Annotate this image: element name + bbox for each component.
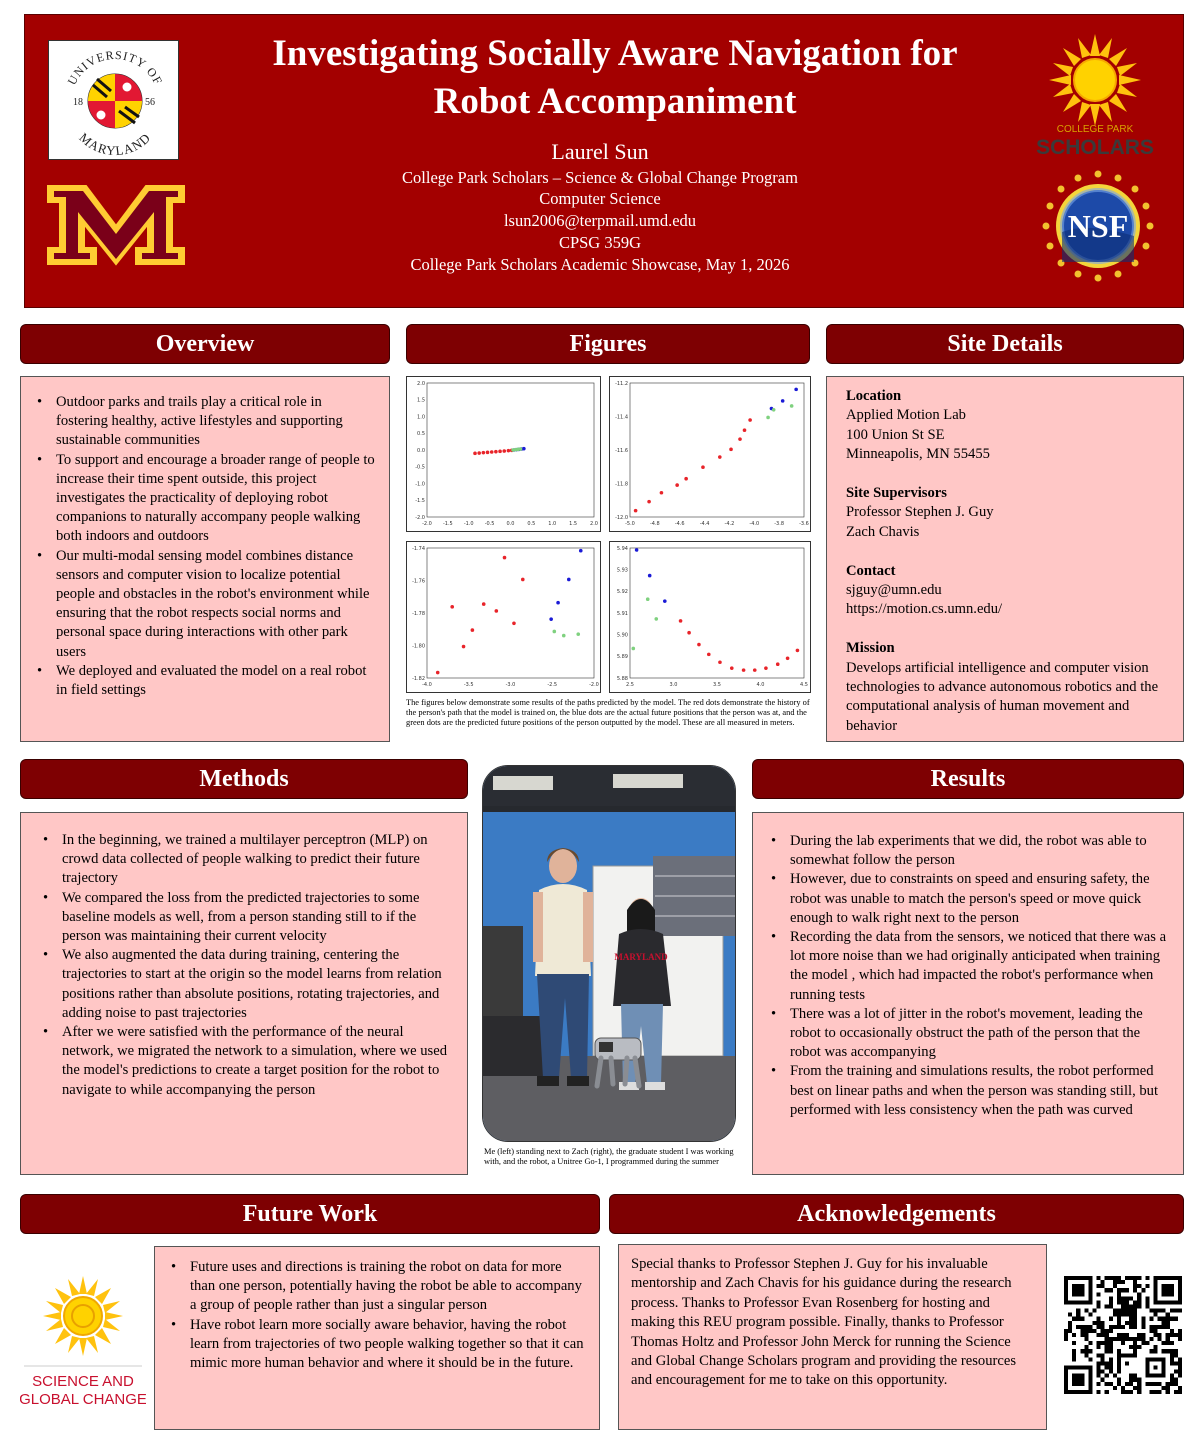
actual-point — [567, 578, 571, 582]
mission-label: Mission — [846, 640, 895, 657]
x-tick-label: -3.0 — [505, 682, 516, 688]
history-point — [729, 448, 733, 452]
showcase-line: College Park Scholars Academic Showcase, May 1, 2026 — [410, 255, 790, 274]
overview-heading: Overview — [20, 324, 390, 364]
future-work-box — [154, 1246, 600, 1430]
svg-text:MARYLAND — [76, 130, 153, 159]
x-tick-label: -2.0 — [422, 521, 432, 527]
x-tick-label: -4.0 — [749, 521, 760, 527]
program-line: College Park Scholars – Science & Global Change Program — [402, 168, 798, 187]
y-tick-label: -1.5 — [415, 498, 425, 505]
y-tick-label: 5.94 — [616, 545, 628, 552]
history-point — [701, 465, 705, 469]
methods-heading: Methods — [20, 759, 468, 799]
x-tick-label: 1.0 — [548, 521, 557, 527]
y-tick-label: -1.0 — [415, 481, 425, 488]
trajectory-plot-4 — [609, 541, 811, 693]
x-tick-label: 0.5 — [527, 521, 536, 527]
history-point — [473, 452, 477, 456]
y-tick-label: 5.90 — [616, 632, 628, 639]
y-tick-label: -1.82 — [412, 675, 425, 682]
department-line: Computer Science — [539, 189, 661, 208]
course-line: CPSG 359G — [558, 233, 642, 252]
contact-website: https://motion.cs.umn.edu/ — [846, 601, 1003, 618]
history-point — [521, 578, 525, 582]
actual-point — [549, 617, 553, 621]
history-point — [471, 628, 475, 632]
history-point — [786, 657, 790, 661]
list-item: • To support and encourage a broader range of people to increase their time spent outside, this project investigates the practicality of deploying robot companions to naturally accompany people walking both indoors and outdoors — [35, 451, 377, 547]
x-tick-label: -2.5 — [547, 682, 558, 688]
y-tick-label: 0.0 — [417, 447, 425, 454]
history-point — [507, 449, 511, 453]
cps-logo-line2: SCHOLARS — [1036, 136, 1154, 159]
history-point — [436, 671, 440, 675]
acknowledgements-box — [618, 1244, 1047, 1430]
poster-title-line2: Robot Accompaniment — [433, 81, 797, 122]
x-tick-label: 2.0 — [590, 521, 598, 527]
actual-point — [635, 548, 639, 552]
cps-logo-line1: COLLEGE PARK — [1056, 124, 1134, 135]
y-tick-label: -1.74 — [412, 545, 425, 552]
supervisor-name: Professor Stephen J. Guy — [846, 504, 994, 521]
actual-point — [663, 599, 667, 603]
list-item: • In the beginning, we trained a multilayer perceptron (MLP) on crowd data collected of people walking to predict their future trajectory — [41, 831, 453, 889]
predicted-point — [654, 617, 658, 621]
predicted-point — [646, 597, 650, 601]
future-work-list — [169, 1258, 587, 1373]
plot-frame — [427, 548, 594, 678]
x-tick-label: 2.5 — [626, 682, 634, 688]
location-line: Applied Motion Lab — [846, 407, 966, 424]
acknowledgements-heading: Acknowledgements — [609, 1194, 1184, 1234]
plot-frame — [630, 383, 804, 517]
x-tick-label: 1.5 — [569, 521, 578, 527]
y-tick-label: 5.89 — [616, 654, 628, 661]
history-point — [764, 666, 768, 670]
y-tick-label: -1.80 — [412, 643, 425, 650]
acknowledgements-text: Special thanks to Professor Stephen J. Guy for his invaluable mentorship and Zach Chavis for his guidance during the research process. Thanks to Professor Evan Rosenberg for hosting and making this REU program possible. Finally, thanks to Professor Thomas Holtz and Professor John Merck for running the Science and Global Change Scholars program and providing the resources and encouragement for me to take on this opportunity. — [631, 1256, 1017, 1389]
history-point — [512, 621, 516, 625]
x-tick-label: -4.4 — [699, 521, 710, 527]
x-tick-label: -0.5 — [484, 521, 495, 527]
x-tick-label: 0.0 — [506, 521, 515, 527]
supervisors-label: Site Supervisors — [846, 485, 947, 502]
x-tick-label: 4.0 — [756, 682, 765, 688]
trajectory-plot-3 — [406, 541, 601, 693]
list-item: • There was a lot of jitter in the robot's movement, leading the robot to occasionally obstruct the path of the person that the robot was accompanying — [769, 1005, 1169, 1063]
plot-frame — [630, 548, 804, 678]
predicted-point — [552, 630, 556, 634]
y-tick-label: -11.4 — [615, 414, 628, 421]
science-global-change-logo — [20, 1274, 146, 1414]
umd-seal-logo — [48, 40, 179, 160]
umd-logo-top-text: UNIVERSITY OF — [64, 47, 166, 88]
nsf-logo — [1042, 170, 1154, 282]
predicted-point — [766, 416, 770, 420]
history-point — [684, 477, 688, 481]
y-tick-label: -2.0 — [415, 514, 425, 521]
location-line: 100 Union St SE — [846, 426, 945, 443]
predicted-point — [576, 632, 580, 636]
history-point — [503, 556, 507, 560]
y-tick-label: -1.76 — [412, 578, 425, 585]
history-point — [482, 451, 486, 455]
history-point — [450, 605, 454, 609]
poster-title-line1: Investigating Socially Aware Navigation for — [272, 33, 958, 74]
future-work-heading: Future Work — [20, 1194, 600, 1234]
contact-email: sjguy@umn.edu — [846, 582, 942, 599]
umd-logo-bottom-text: MARYLAND — [76, 129, 154, 159]
x-tick-label: 3.5 — [713, 682, 721, 688]
actual-point — [522, 447, 526, 451]
figures-caption: The figures below demonstrate some results of the paths predicted by the model. The red dots demonstrate the history of the person's path that the model is trained on, the blue dots are the actual future positions that the person was at, and the green dots are the predicted future positions of the person outputted by the model. These are all measured in meters. — [406, 698, 810, 728]
methods-list — [41, 831, 453, 1100]
list-item: • After we were satisfied with the performance of the neural network, we migrated the network to a simulation, where we used the model's predictions to create a target position for the robot to navigate to while accompanying the person — [41, 1023, 453, 1100]
actual-point — [579, 549, 583, 553]
history-point — [486, 451, 490, 455]
trajectory-plot-1 — [406, 376, 601, 532]
history-point — [498, 450, 502, 454]
actual-point — [781, 399, 785, 403]
list-item: • We deployed and evaluated the model on a real robot in field settings — [35, 662, 377, 700]
sgc-logo-line1: SCIENCE AND — [32, 1373, 134, 1390]
list-item: • Future uses and directions is training the robot on data for more than one person, potentially having the robot be able to accompany a group of people rather than just a singular person — [169, 1258, 587, 1316]
history-point — [679, 619, 683, 623]
history-point — [697, 643, 701, 647]
x-tick-label: 4.5 — [800, 682, 808, 688]
qr-code[interactable] — [1064, 1276, 1182, 1394]
location-label: Location — [846, 388, 902, 404]
history-point — [748, 418, 752, 422]
predicted-point — [631, 647, 635, 651]
history-point — [707, 653, 711, 657]
mission-text: Develops artificial intelligence and computer vision technologies to advance autonomous robotics and the computational analysis of human movement and behavior — [846, 659, 1159, 734]
actual-point — [794, 388, 798, 392]
y-tick-label: -11.2 — [615, 380, 628, 387]
history-point — [753, 668, 757, 672]
author-name: Laurel Sun — [551, 139, 649, 164]
x-tick-label: -3.8 — [774, 521, 785, 527]
predicted-point — [790, 404, 794, 408]
x-tick-label: -3.6 — [799, 521, 809, 527]
contact-label: Contact — [846, 562, 896, 579]
list-item: • We compared the loss from the predicted trajectories to some baseline models as well, from a person standing still to if the person was maintaining their current velocity — [41, 889, 453, 947]
lab-photo — [482, 765, 736, 1142]
y-tick-label: 5.92 — [616, 589, 628, 596]
list-item: • During the lab experiments that we did, the robot was able to somewhat follow the person — [769, 832, 1169, 870]
history-point — [742, 668, 746, 672]
sgc-logo-line2: GLOBAL CHANGE — [20, 1391, 146, 1408]
plot-4-svg — [610, 542, 810, 692]
location-line: Minneapolis, MN 55455 — [846, 446, 990, 463]
x-tick-label: -4.6 — [674, 521, 685, 527]
umd-logo-year-left: 18 — [73, 97, 83, 108]
history-point — [482, 602, 486, 606]
predicted-point — [562, 634, 566, 638]
history-point — [675, 483, 679, 487]
history-point — [660, 491, 664, 495]
actual-point — [556, 601, 560, 605]
predicted-point — [772, 408, 776, 412]
site-details-box — [826, 376, 1184, 742]
nsf-logo-text: NSF — [1067, 208, 1129, 244]
shirt-text: MARYLAND — [614, 952, 668, 962]
history-point — [687, 631, 691, 635]
y-tick-label: -1.78 — [412, 610, 425, 617]
email-line: lsun2006@terpmail.umd.edu — [503, 211, 697, 230]
y-tick-label: 1.5 — [417, 397, 425, 404]
methods-box — [20, 812, 468, 1175]
figures-heading: Figures — [406, 324, 810, 364]
results-heading: Results — [752, 759, 1184, 799]
x-tick-label: -2.0 — [589, 682, 599, 688]
photo-caption: Me (left) standing next to Zach (right), the graduate student I was working with, and the robot, a Unitree Go-1, I programmed during the summer — [484, 1147, 734, 1167]
history-point — [796, 649, 800, 653]
y-tick-label: -12.0 — [615, 514, 628, 521]
history-point — [738, 437, 742, 441]
y-tick-label: 5.93 — [616, 567, 628, 574]
supervisor-name: Zach Chavis — [846, 523, 920, 540]
y-tick-label: 0.5 — [417, 431, 425, 438]
y-tick-label: 5.88 — [616, 675, 628, 682]
history-point — [730, 666, 734, 670]
results-box — [752, 812, 1184, 1175]
history-point — [718, 660, 722, 664]
overview-list — [35, 393, 377, 700]
plot-3-svg — [407, 542, 600, 692]
x-tick-label: -1.5 — [442, 521, 453, 527]
x-tick-label: -4.2 — [724, 521, 735, 527]
list-item: • Our multi-modal sensing model combines distance sensors and computer vision to localize potential people and obstacles in the robot's environment while ensuring that the robot respects social norms and personal space during interactions with other park users — [35, 547, 377, 662]
trajectory-plot-2 — [609, 376, 811, 532]
overview-box — [20, 376, 390, 742]
history-point — [494, 450, 498, 454]
history-point — [776, 662, 780, 666]
y-tick-label: -0.5 — [415, 464, 425, 471]
umd-logo-year-right: 56 — [145, 97, 155, 108]
college-park-scholars-logo — [1030, 24, 1160, 164]
history-point — [490, 450, 494, 454]
x-tick-label: -4.8 — [649, 521, 660, 527]
site-details-heading: Site Details — [826, 324, 1184, 364]
y-tick-label: -11.8 — [615, 481, 628, 488]
list-item: • Have robot learn more socially aware behavior, having the robot learn from trajectories of two people walking together so that it can mimic more human behavior and where it should be in the future. — [169, 1316, 587, 1374]
history-point — [647, 500, 651, 504]
y-tick-label: 5.91 — [616, 610, 628, 617]
list-item: • We also augmented the data during training, centering the trajectories to start at the origin so the model learns from relation positions rather than absolute positions, rotating trajectories, and adding noise to past trajectories — [41, 946, 453, 1023]
history-point — [495, 609, 499, 613]
poster-title — [200, 30, 1030, 126]
history-point — [477, 451, 481, 455]
results-list — [769, 832, 1169, 1120]
history-point — [634, 509, 638, 513]
list-item: • Outdoor parks and trails play a critical role in fostering healthy, active lifestyles and supporting sustainable communities — [35, 393, 377, 451]
history-point — [462, 645, 466, 649]
list-item: • Recording the data from the sensors, we noticed that there was a lot more noise than we had originally anticipated when training the model , which had impacted the robot's performance when running tests — [769, 928, 1169, 1005]
x-tick-label: -5.0 — [625, 521, 635, 527]
list-item: • From the training and simulations results, the robot performed best on linear paths and when the person was standing still, but performed with less consistency when the path was curved — [769, 1062, 1169, 1120]
y-tick-label: 1.0 — [417, 414, 425, 421]
minnesota-m-logo — [44, 182, 188, 268]
history-point — [718, 455, 722, 459]
x-tick-label: -3.5 — [463, 682, 474, 688]
predicted-point — [519, 447, 523, 451]
list-item: • However, due to constraints on speed and ensuring safety, the robot was unable to match the person's speed or move quick enough to walk right next to the person — [769, 870, 1169, 928]
plot-2-svg — [610, 377, 810, 531]
y-tick-label: 2.0 — [417, 380, 425, 387]
history-point — [502, 449, 506, 453]
actual-point — [648, 574, 652, 578]
y-tick-label: -11.6 — [615, 447, 628, 454]
x-tick-label: -4.0 — [422, 682, 432, 688]
plot-1-svg — [407, 377, 600, 531]
x-tick-label: -1.0 — [463, 521, 474, 527]
x-tick-label: 3.0 — [669, 682, 678, 688]
history-point — [743, 428, 747, 432]
